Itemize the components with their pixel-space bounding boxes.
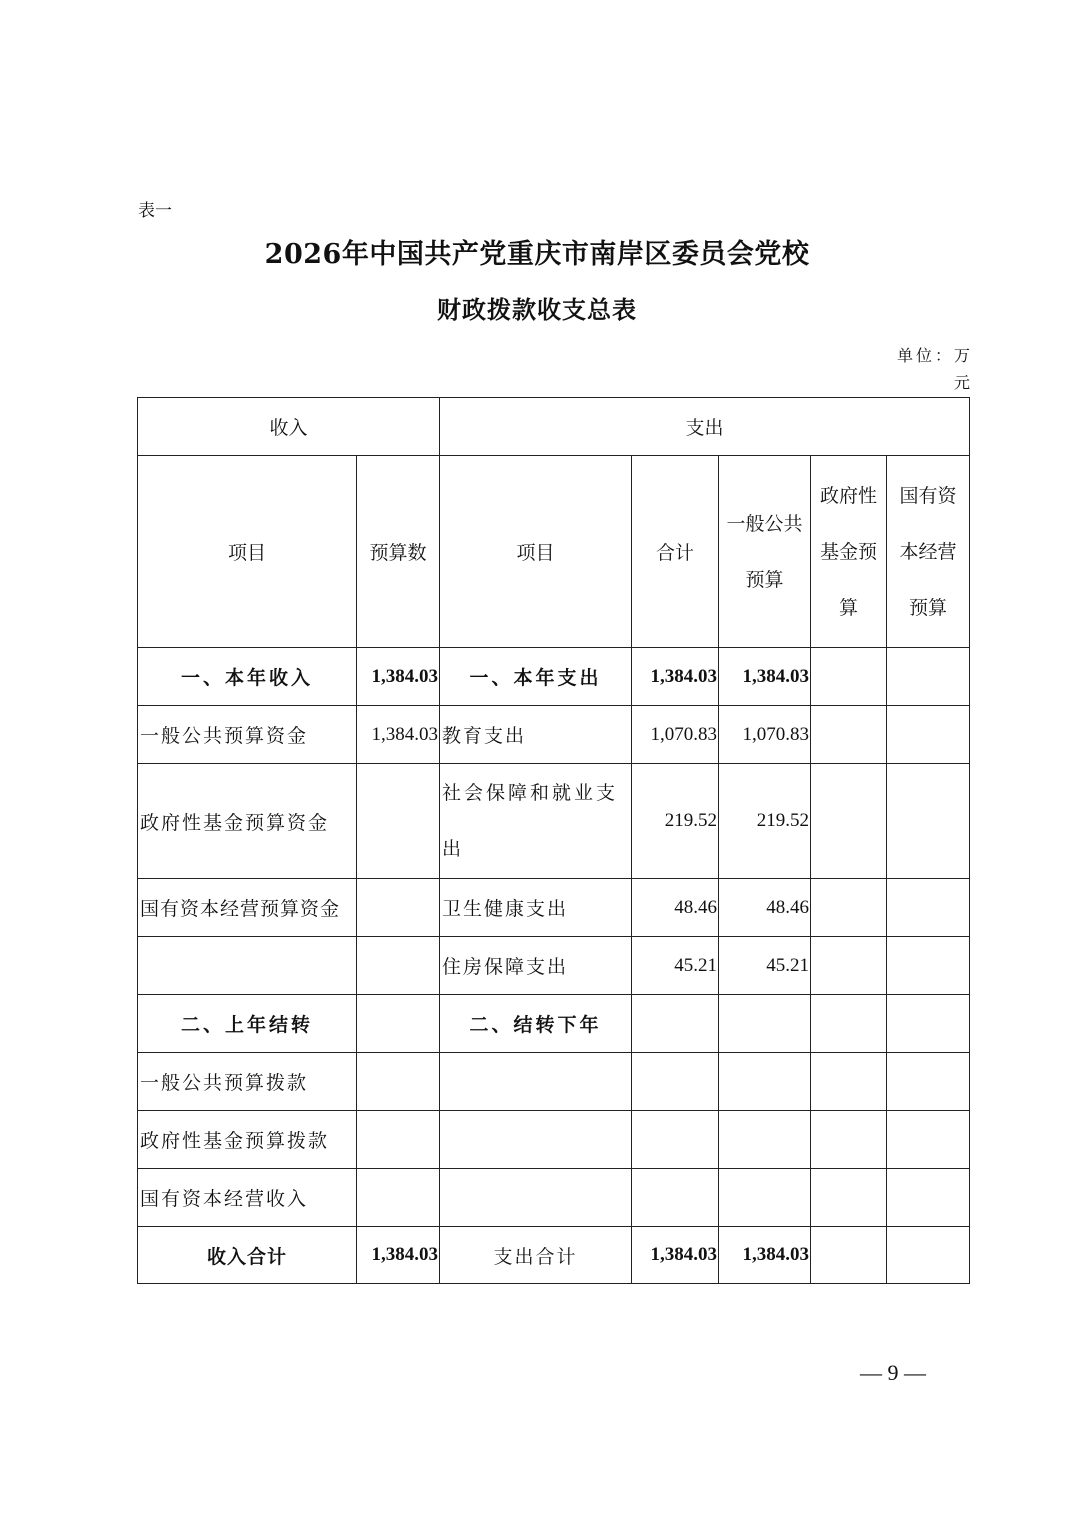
col-income-budget: 预算数 [357,456,440,648]
state-capital-cell [887,1169,970,1227]
income-budget-cell [357,1169,440,1227]
income-item-cell: 一、本年收入 [138,648,357,706]
income-item-cell: 一般公共预算资金 [138,706,357,764]
income-total-label: 收入合计 [138,1227,357,1284]
state-capital-cell [887,1227,970,1284]
expense-item-cell: 住房保障支出 [440,937,632,995]
col-state-capital [887,456,970,648]
expense-item-cell [440,764,632,879]
total-cell: 1,070.83 [632,706,719,764]
total-cell: 1,384.03 [632,648,719,706]
state-capital-cell [887,706,970,764]
income-total-value: 1,384.03 [357,1227,440,1284]
expense-item-cell: 一、本年支出 [440,648,632,706]
expense-item-cell: 二、结转下年 [440,995,632,1053]
state-capital-cell [887,1111,970,1169]
gov-fund-cell [811,1053,887,1111]
income-item-cell: 政府性基金预算拨款 [138,1111,357,1169]
expense-item-cell: 卫生健康支出 [440,879,632,937]
income-budget-cell [357,764,440,879]
total-cell: 219.52 [632,764,719,879]
general-cell [719,1053,811,1111]
total-cell [632,1111,719,1169]
header-income: 收入 [138,398,440,456]
income-item-cell: 国有资本经营收入 [138,1169,357,1227]
expense-item-line1: 社会保障和就业支 [442,782,619,804]
state-capital-cell [887,648,970,706]
col-general-public-line2: 预算 [745,568,784,591]
expense-item-line2: 出 [442,838,465,860]
col-general-public-line1: 一般公共 [726,512,803,535]
total-cell [632,1053,719,1111]
col-total: 合计 [632,456,719,648]
expense-total-label: 支出合计 [440,1227,632,1284]
general-cell: 1,384.03 [719,1227,811,1284]
income-budget-cell [357,937,440,995]
table-row [138,995,970,1053]
table-row [138,1053,970,1111]
page-number: — 9 — [860,1360,926,1385]
gov-fund-cell [811,879,887,937]
general-cell: 219.52 [719,764,811,879]
unit-note-line2: 元 [953,373,973,392]
gov-fund-cell [811,1169,887,1227]
col-gov-fund-line1: 政府性 [820,484,878,507]
state-capital-cell [887,879,970,937]
total-cell: 45.21 [632,937,719,995]
gov-fund-cell [811,937,887,995]
page-subtitle: 财政拨款收支总表 [437,295,637,324]
table-row [138,648,970,706]
expense-item-cell [440,1111,632,1169]
table-total-row [138,1227,970,1284]
col-expense-item: 项目 [440,456,632,648]
expense-item-cell [440,1169,632,1227]
table-row [138,879,970,937]
table-row [138,1111,970,1169]
unit-note [893,342,973,396]
income-item-cell: 一般公共预算拨款 [138,1053,357,1111]
table-row [138,1169,970,1227]
total-cell: 1,384.03 [632,1227,719,1284]
col-state-capital-line1: 国有资 [899,484,957,507]
income-budget-cell [357,879,440,937]
col-gov-fund-line2: 基金预 [820,540,878,563]
col-income-item: 项目 [138,456,357,648]
col-state-capital-line2: 本经营 [899,540,957,563]
gov-fund-cell [811,706,887,764]
total-cell [632,1169,719,1227]
col-state-capital-line3: 预算 [909,596,948,619]
general-cell: 45.21 [719,937,811,995]
income-budget-cell: 1,384.03 [357,648,440,706]
income-item-cell [138,937,357,995]
header-expense: 支出 [440,398,970,456]
col-general-public [719,456,811,648]
table-column-header-row [138,456,970,648]
state-capital-cell [887,937,970,995]
general-cell [719,1169,811,1227]
table-group-header-row [138,398,970,456]
expense-item-cell: 教育支出 [440,706,632,764]
table-label: 表一 [138,201,172,221]
table-row [138,706,970,764]
income-budget-cell [357,1053,440,1111]
income-budget-cell [357,1111,440,1169]
unit-note-line1: 单位：万 [896,346,973,365]
general-cell: 1,070.83 [719,706,811,764]
col-gov-fund-line3: 算 [839,596,859,619]
general-cell [719,995,811,1053]
general-cell: 48.46 [719,879,811,937]
income-budget-cell: 1,384.03 [357,706,440,764]
state-capital-cell [887,995,970,1053]
total-cell [632,995,719,1053]
income-item-cell: 国有资本经营预算资金 [138,879,357,937]
general-cell [719,1111,811,1169]
gov-fund-cell [811,764,887,879]
table-row [138,764,970,879]
page-title: 2026年中国共产党重庆市南岸区委员会党校 [264,239,810,270]
budget-table [137,397,970,1284]
total-cell: 48.46 [632,879,719,937]
income-budget-cell [357,995,440,1053]
state-capital-cell [887,1053,970,1111]
gov-fund-cell [811,995,887,1053]
table-row [138,937,970,995]
general-cell: 1,384.03 [719,648,811,706]
income-item-cell: 二、上年结转 [138,995,357,1053]
income-item-cell: 政府性基金预算资金 [138,764,357,879]
col-gov-fund [811,456,887,648]
gov-fund-cell [811,1227,887,1284]
state-capital-cell [887,764,970,879]
gov-fund-cell [811,1111,887,1169]
expense-item-cell [440,1053,632,1111]
gov-fund-cell [811,648,887,706]
